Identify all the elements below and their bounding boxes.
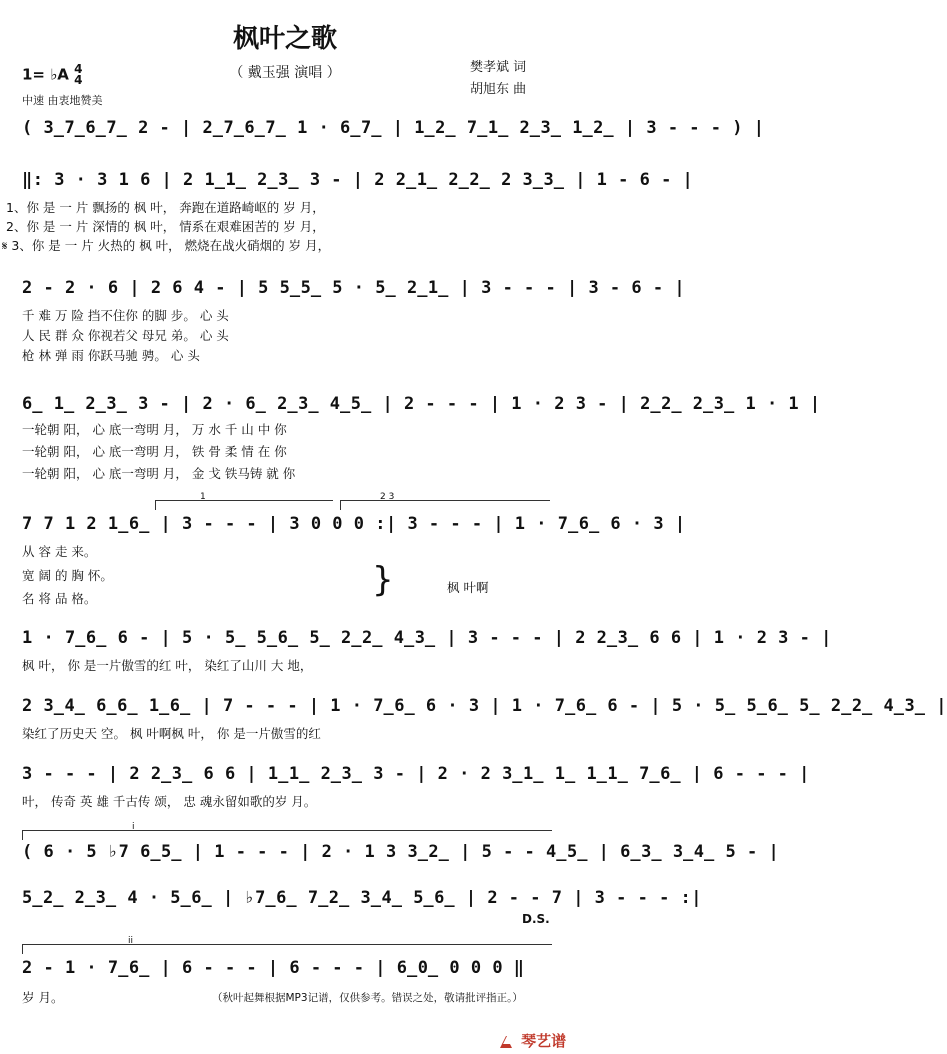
site-logo [498,1030,566,1051]
verse-brace: } [372,560,394,600]
lyric-row3-v2: 一轮朝 阳， 心 底一弯明 月， 铁 骨 柔 情 在 你 [22,444,287,459]
lyric-row3-v3: 一轮朝 阳， 心 底一弯明 月， 金 戈 铁马铸 就 你 [22,466,296,481]
volta-bracket-2-start [340,500,341,510]
volta-label-1: 1 [200,492,206,502]
singer-credit: （ 戴玉强 演唱 ） [229,65,341,81]
time-signature [74,64,82,86]
lyricist-credit: 樊孝斌 词 [470,60,527,75]
volta-bracket-2 [340,500,550,501]
score-row-intro: ( 3̲7̲6̲7̲ 2 - | 2̲7̲6̲7̲ 1 · 6̲7̲ | 1̲2̲ 7̲1̲ 2̲3̲ 1̲2̲ | 3 - - - ) | [22,118,765,138]
lyric-row6: 染红了历史天 空。 枫 叶啊枫 叶， 你 是一片傲雪的红 [22,726,321,741]
segno-sign: 𝄋 [2,238,8,253]
lyric-row10: 岁 月。 [22,990,64,1005]
score-row-3: 6̲ 1̲ 2̲3̲ 3 - | 2 · 6̲ 2̲3̲ 4̲5̲ | 2 - - - | 1 · 2 3 - | 2̲2̲ 2̲3̲ 1 · 1 | [22,394,821,414]
score-row-4: 7 7 1 2 1̲6̲ | 3 - - - | 3 0 0 0 :| 3 - - - | 1 · 7̲6̲ 6 · 3 | [22,514,686,534]
volta-bracket-1-start [155,500,156,510]
score-row-8: ( 6 · 5 ♭7 6̲5̲ | 1 - - - | 2 · 1 3 3̲2̲ | 5 - - 4̲5̲ | 6̲3̲ 3̲4̲ 5 - | [22,842,780,862]
dal-segno-marking: D.S. [522,912,550,926]
lyric-row2-v1: 千 难 万 险 挡不住你 的脚 步。 心 头 [22,308,229,323]
lyric-row1-v2: 2、你 是 一 片 深情的 枫 叶， 情系在艰难困苦的 岁 月， [6,219,325,234]
lyric-row1-v1: 1、你 是 一 片 飘扬的 枫 叶， 奔跑在道路崎岖的 岁 月， [6,200,325,215]
logo-text: 琴艺谱 [521,1032,567,1050]
lyric-row7: 叶， 传奇 英 雄 千古传 颂， 忠 魂永留如歌的岁 月。 [22,794,317,809]
time-top: 4 [74,62,83,76]
score-row-10: 2 - 1 · 7̲6̲ | 6 - - - | 6 - - - | 6̲0̲ 0 0 0 ‖ [22,958,525,978]
volta-label-i: i [132,822,135,832]
key-label: 1= ♭A [22,65,69,84]
song-title: 枫叶之歌 [232,24,337,54]
lyric-row5: 枫 叶， 你 是一片傲雪的红 叶， 染红了山川 大 地， [22,658,313,673]
score-row-9: 5̲2̲ 2̲3̲ 4 · 5̲6̲ | ♭7̲6̲ 7̲2̲ 3̲4̲ 5̲6̲ | 2 - - 7 | 3 - - - :| [22,888,703,908]
volta-label-ii: ii [128,936,134,946]
lyric-row2-v3: 枪 林 弹 雨 你跃马驰 骋。 心 头 [22,348,200,363]
key-signature [22,64,83,86]
music-logo-icon [498,1034,516,1050]
lyric-row4-v1: 从 容 走 来。 [22,544,97,559]
volta-bracket-ii-start [22,944,23,954]
lyric-row4-v2: 宽 阔 的 胸 怀。 [22,568,113,583]
time-bottom: 4 [74,73,83,87]
volta-bracket-1 [155,500,333,501]
score-row-6: 2 3̲4̲ 6̲6̲ 1̲6̲ | 7 - - - | 1 · 7̲6̲ 6 · 3 | 1 · 7̲6̲ 6 - | 5 · 5̲ 5̲6̲ 5̲ 2̲2̲ 4̲3̲ | [22,696,947,716]
lyric-row1-v3: 𝄋 3、你 是 一 片 火热的 枫 叶， 燃烧在战火硝烟的 岁 月， [2,238,331,253]
lyric-row4-v3: 名 将 品 格。 [22,591,97,606]
composer-credit: 胡旭东 曲 [470,82,527,97]
lyric-row4-chorus: 枫 叶啊 [447,580,489,595]
score-row-2: 2 - 2 · 6 | 2 6 4 - | 5 5̲5̲ 5 · 5̲ 2̲1̲ | 3 - - - | 3 - 6 - | [22,278,686,298]
volta-bracket-i [22,830,552,831]
lyric-row2-v2: 人 民 群 众 你视若父 母兄 弟。 心 头 [22,328,229,343]
score-row-1: ‖: 3 · 3 1 6 | 2 1̲1̲ 2̲3̲ 3 - | 2 2̲1̲ 2̲2̲ 2 3̲3̲ | 1 - 6 - | [22,170,694,190]
volta-label-2: 2 3 [380,492,395,502]
score-row-7: 3 - - - | 2 2̲3̲ 6 6 | 1̲1̲ 2̲3̲ 3 - | 2 · 2 3̲1̲ 1̲ 1̲1̲ 7̲6̲ | 6 - - - | [22,764,810,784]
lyric-row3-v1: 一轮朝 阳， 心 底一弯明 月， 万 水 千 山 中 你 [22,422,287,437]
tempo-marking: 中速 由衷地赞美 [22,94,103,107]
volta-bracket-ii [22,944,552,945]
transcription-footnote: （秋叶起舞根据MP3记谱，仅供参考。错误之处，敬请批评指正。） [212,992,523,1004]
score-row-5: 1 · 7̲6̲ 6 - | 5 · 5̲ 5̲6̲ 5̲ 2̲2̲ 4̲3̲ | 3 - - - | 2 2̲3̲ 6 6 | 1 · 2 3 - | [22,628,832,648]
volta-bracket-i-start [22,830,23,840]
